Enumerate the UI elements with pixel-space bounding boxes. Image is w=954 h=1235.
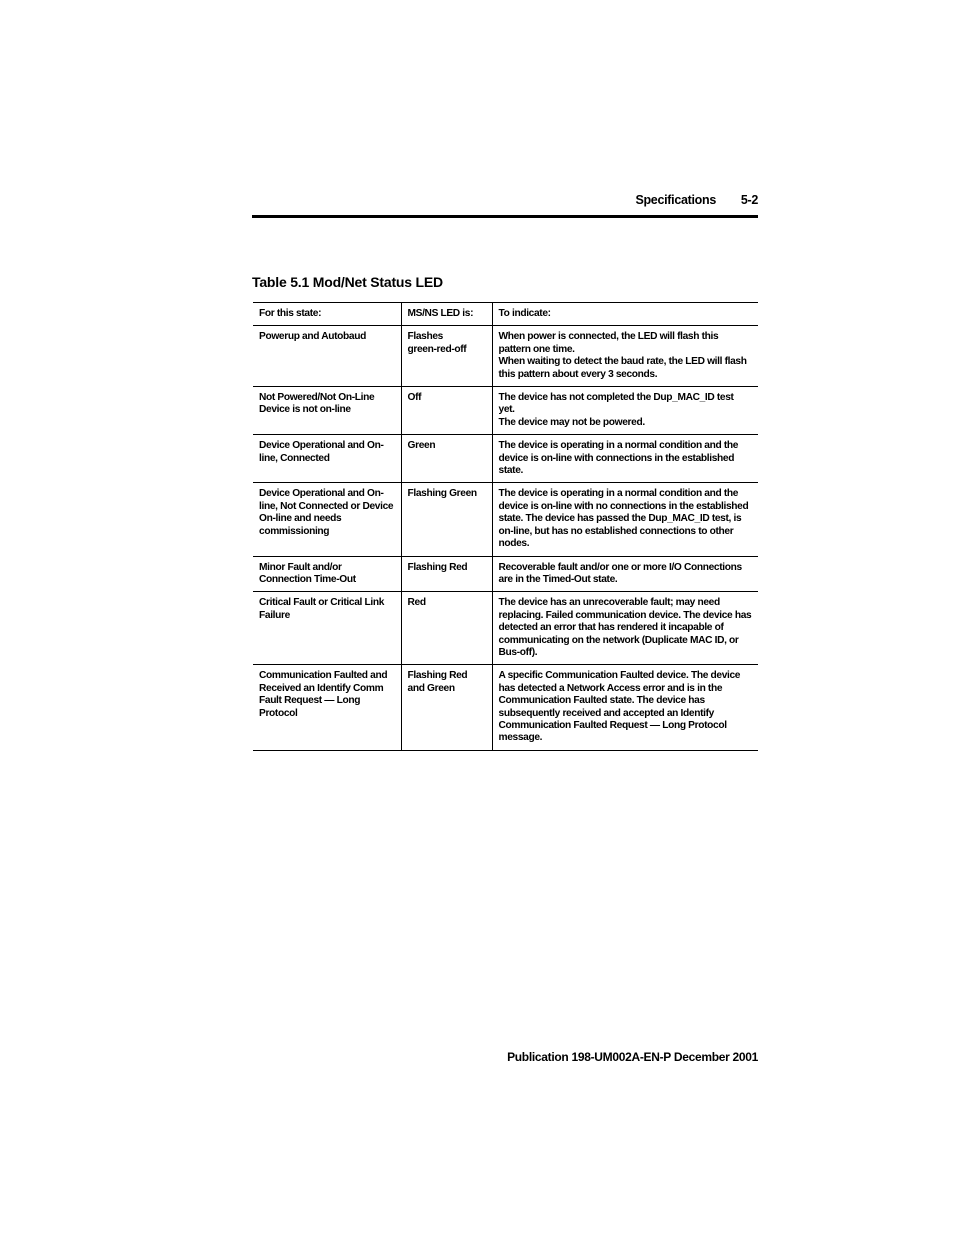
cell-state: Communication Faulted and Received an Identify Comm Fault Request — Long Protocol <box>253 665 401 750</box>
cell-indicate: The device is operating in a normal condition and the device is on-line with connections in the established state. <box>492 435 758 483</box>
cell-state: Critical Fault or Critical Link Failure <box>253 592 401 665</box>
status-led-table <box>253 302 758 751</box>
cell-state: Minor Fault and/or Connection Time-Out <box>253 556 401 592</box>
publication-footer: Publication 198-UM002A-EN-P December 2001 <box>507 1050 758 1064</box>
cell-led: Green <box>401 435 492 483</box>
cell-state: Powerup and Autobaud <box>253 326 401 387</box>
cell-led: Flashing Red <box>401 556 492 592</box>
cell-indicate: The device is operating in a normal condition and the device is on-line with no connections in the established state. The device has passed the Dup_MAC_ID test, is on-line, but has no established connections to other nodes. <box>492 483 758 556</box>
cell-led: Flashing Green <box>401 483 492 556</box>
table-header-row <box>253 303 758 326</box>
cell-led: Flashing Red and Green <box>401 665 492 750</box>
cell-indicate: A specific Communication Faulted device. The device has detected a Network Access error and is in the Communication Faulted state. The device has subsequently received and accepted an Identify Communication Faulted Request — Long Protocol message. <box>492 665 758 750</box>
cell-indicate: Recoverable fault and/or one or more I/O Connections are in the Timed-Out state. <box>492 556 758 592</box>
table-row <box>253 483 758 556</box>
column-header-state: For this state: <box>253 303 401 326</box>
table-row <box>253 665 758 750</box>
table-row <box>253 326 758 387</box>
cell-indicate: When power is connected, the LED will flash this pattern one time. When waiting to detect the baud rate, the LED will flash this pattern about every 3 seconds. <box>492 326 758 387</box>
cell-state: Not Powered/Not On-Line Device is not on-line <box>253 387 401 435</box>
table-title: Table 5.1 Mod/Net Status LED <box>252 274 443 290</box>
page-number: 5-2 <box>740 193 758 207</box>
column-header-led: MS/NS LED is: <box>401 303 492 326</box>
table-row <box>253 592 758 665</box>
cell-indicate: The device has an unrecoverable fault; may need replacing. Failed communication device. The device has detected an error that has rendered it incapable of communicating on the network (Duplicate MAC ID, or Bus-off). <box>492 592 758 665</box>
column-header-indicate: To indicate: <box>492 303 758 326</box>
table-row <box>253 387 758 435</box>
cell-indicate: The device has not completed the Dup_MAC_ID test yet. The device may not be powered. <box>492 387 758 435</box>
section-title: Specifications <box>635 193 716 207</box>
cell-led: Flashes green-red-off <box>401 326 492 387</box>
page-header <box>252 192 758 218</box>
cell-state: Device Operational and On-line, Connected <box>253 435 401 483</box>
cell-state: Device Operational and On-line, Not Connected or Device On-line and needs commissioning <box>253 483 401 556</box>
table-row <box>253 435 758 483</box>
table-row <box>253 556 758 592</box>
cell-led: Red <box>401 592 492 665</box>
cell-led: Off <box>401 387 492 435</box>
